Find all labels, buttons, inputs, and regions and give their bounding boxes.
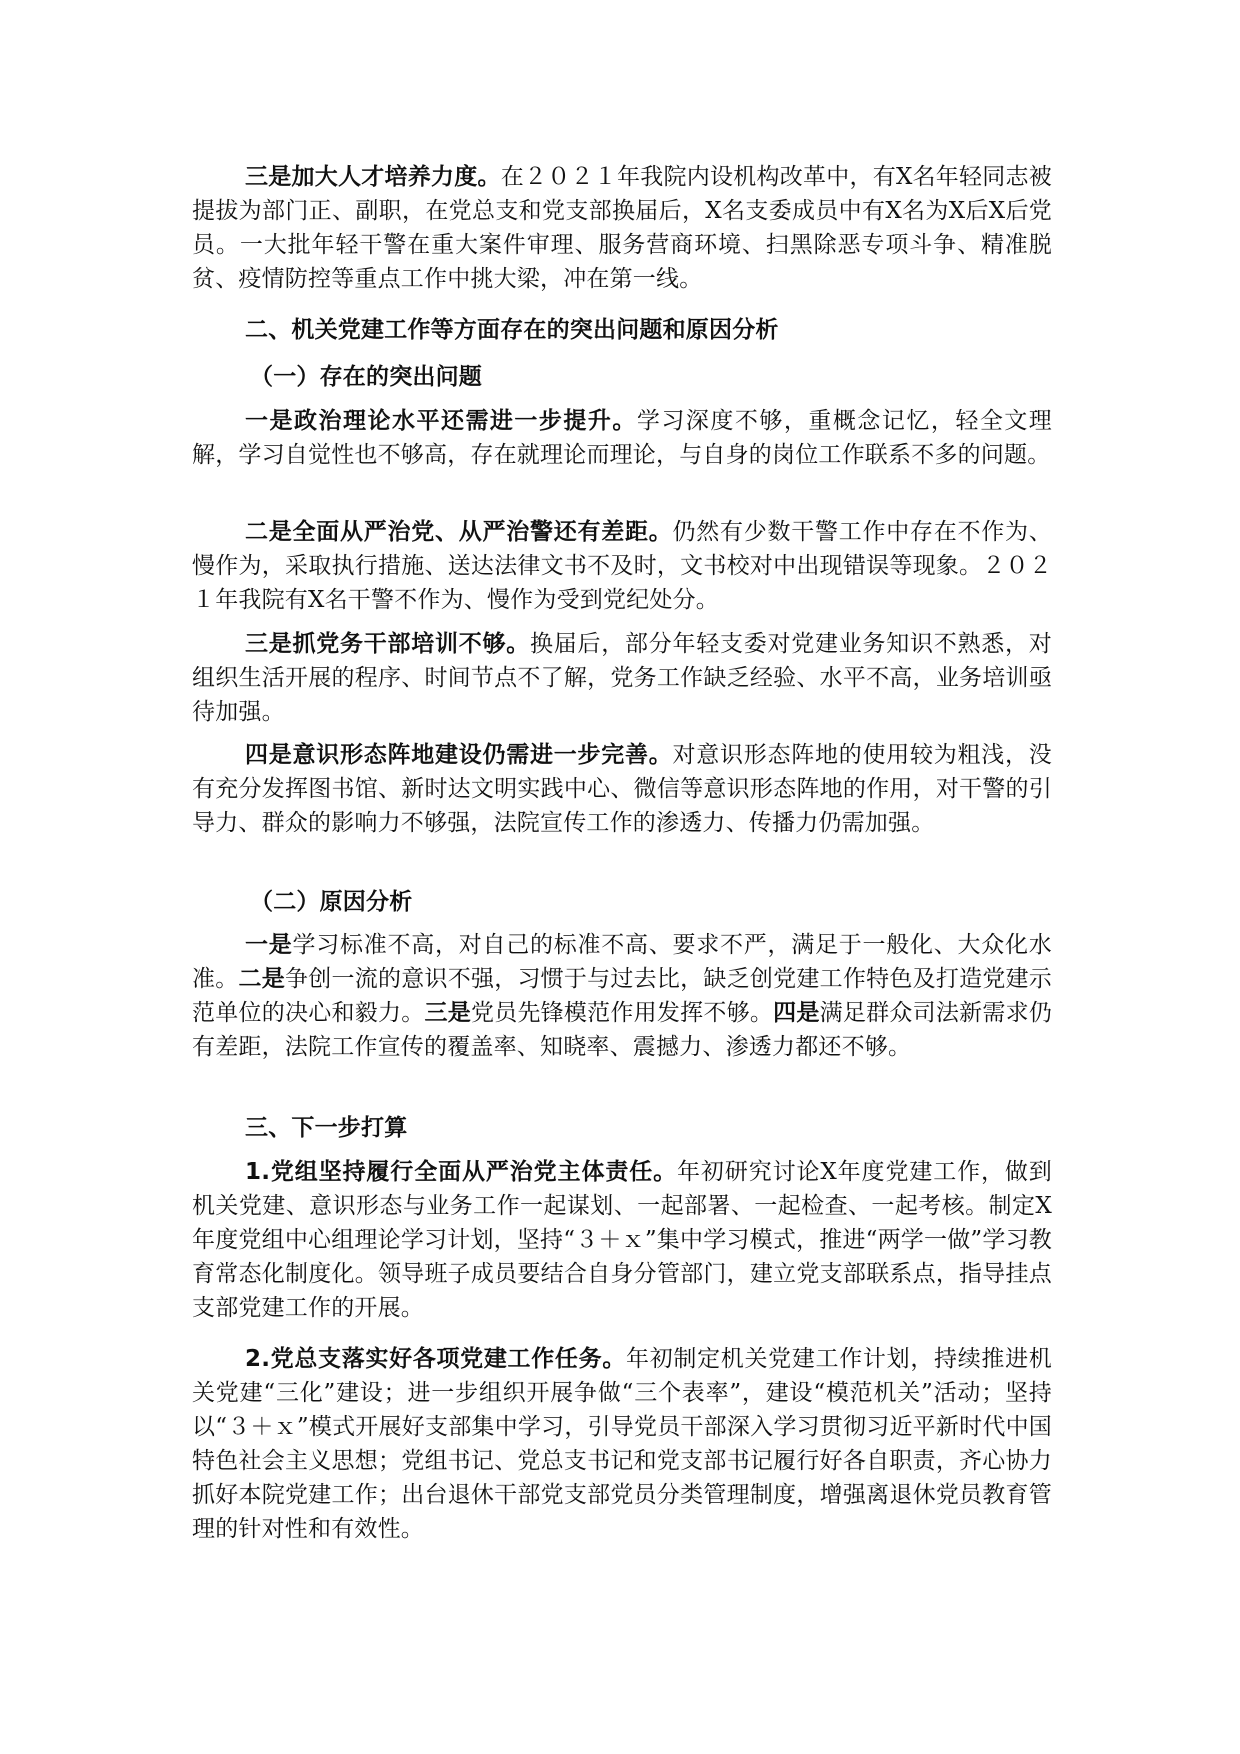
bold-lead-text: （二）原因分析 bbox=[250, 889, 413, 915]
paragraph-next-step-1 bbox=[192, 1155, 1052, 1325]
paragraph-cause-analysis bbox=[192, 928, 1052, 1064]
body-text: 争创一流的意识不强，习惯于与过去比，缺乏创党建工作特色及打造党建示范单位的决心和毅力。 bbox=[192, 966, 1053, 1026]
body-text: 换届后，部分年轻支委对党建业务知识不熟悉，对组织生活开展的程序、时间节点不了解，党务工作缺乏经验、水平不高，业务培训亟待加强。 bbox=[192, 631, 1052, 725]
body-text: 学习深度不够，重概念记忆，轻全文理解，学习自觉性也不够高，存在就理论而理论，与自身的岗位工作联系不多的问题。 bbox=[192, 408, 1053, 468]
bold-lead-text: （一）存在的突出问题 bbox=[250, 364, 482, 390]
paragraph-problem-discipline bbox=[192, 515, 1052, 617]
bold-lead-text: 三是抓党务干部培训不够。 bbox=[245, 631, 531, 657]
bold-lead-text: 二是 bbox=[238, 966, 285, 992]
bold-lead-text: 二是全面从严治党、从严治警还有差距。 bbox=[245, 519, 673, 545]
bold-lead-text: 三、下一步打算 bbox=[245, 1115, 408, 1141]
bold-lead-text: 三是 bbox=[424, 1000, 471, 1026]
bold-lead-text: 四是 bbox=[773, 1000, 820, 1026]
body-text: 对意识形态阵地的使用较为粗浅，没有充分发挥图书馆、新时达文明实践中心、微信等意识形态阵地的作用，对干警的引导力、群众的影响力不够强，法院宣传工作的渗透力、传播力仍需加强。 bbox=[192, 742, 1052, 836]
bold-lead-text: 1.党组坚持履行全面从严治党主体责任。 bbox=[245, 1159, 678, 1185]
paragraph-next-step-2 bbox=[192, 1342, 1052, 1546]
section-heading-problems bbox=[192, 313, 1052, 347]
paragraph-problem-ideology bbox=[192, 738, 1052, 840]
body-text: 年初制定机关党建工作计划，持续推进机关党建“三化”建设；进一步组织开展争做“三个表率”，建设“模范机关”活动；坚持以“３＋ｘ”模式开展好支部集中学习，引导党员干部深入学习贯彻习近平新时代中国特色社会主义思想；党组书记、党总支书记和党支部书记履行好各自职责，齐心协力抓好本院党建工作；出台退休干部党支部党员分类管理制度，增强离退休党员教育管理的针对性和有效性。 bbox=[192, 1346, 1052, 1542]
paragraph-problem-theory bbox=[192, 404, 1052, 472]
paragraph-talent-cultivation bbox=[192, 160, 1052, 296]
body-text: 仍然有少数干警工作中存在不作为、慢作为，采取执行措施、送达法律文书不及时，文书校对中出现错误等现象。２０２１年我院有X名干警不作为、慢作为受到党纪处分。 bbox=[192, 519, 1052, 613]
bold-lead-text: 一是 bbox=[245, 932, 293, 958]
body-text: 满足群众司法新需求仍有差距，法院工作宣传的覆盖率、知晓率、震撼力、渗透力都还不够。 bbox=[192, 1000, 1053, 1060]
subheading-prominent-problems bbox=[192, 360, 1052, 394]
bold-lead-text: 2.党总支落实好各项党建工作任务。 bbox=[245, 1346, 627, 1372]
bold-lead-text: 四是意识形态阵地建设仍需进一步完善。 bbox=[245, 742, 673, 768]
paragraph-problem-training bbox=[192, 627, 1052, 729]
bold-lead-text: 三是加大人才培养力度。 bbox=[245, 164, 501, 190]
subheading-cause-analysis bbox=[192, 885, 1052, 919]
body-text: 学习标准不高，对自己的标准不高、要求不严，满足于一般化、大众化水准。 bbox=[192, 932, 1053, 992]
body-text: 在２０２１年我院内设机构改革中，有X名年轻同志被提拔为部门正、副职，在党总支和党支部换届后，X名支委成员中有X名为X后X后党员。一大批年轻干警在重大案件审理、服务营商环境、扫黑除恶专项斗争、精准脱贫、疫情防控等重点工作中挑大梁，冲在第一线。 bbox=[192, 164, 1052, 292]
section-heading-next-steps bbox=[192, 1111, 1052, 1145]
body-text: 党员先锋模范作用发挥不够。 bbox=[470, 1000, 774, 1026]
bold-lead-text: 一是政治理论水平还需进一步提升。 bbox=[245, 408, 637, 434]
body-text: 年初研究讨论X年度党建工作，做到机关党建、意识形态与业务工作一起谋划、一起部署、一起检查、一起考核。制定X年度党组中心组理论学习计划，坚持“３＋ｘ”集中学习模式，推进“两学一做”学习教育常态化制度化。领导班子成员要结合自身分管部门，建立党支部联系点，指导挂点支部党建工作的开展。 bbox=[192, 1159, 1053, 1321]
bold-lead-text: 二、机关党建工作等方面存在的突出问题和原因分析 bbox=[245, 317, 779, 343]
